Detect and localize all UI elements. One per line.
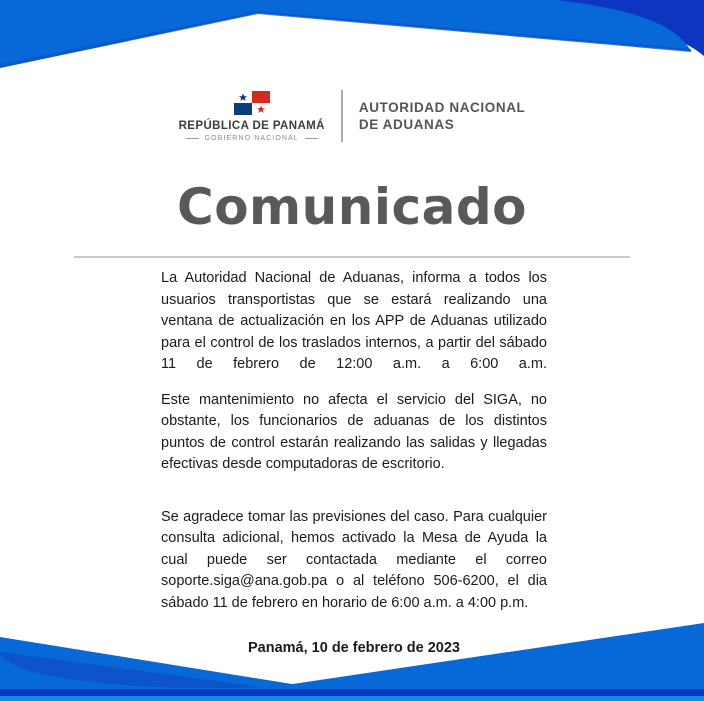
gobierno-nacional-logo (179, 91, 325, 142)
paragraph-contact-info: Se agradece tomar las previsiones del caso. Para cualquier consulta adicional, hemos activado la Mesa de Ayuda la cual puede ser contactada mediante el correo soporte.siga@ana.gob.pa o al teléfono 506-6200, el dia sábado 11 de febrero en horario de 6:00 a.m. a 4:00 p.m. (161, 508, 547, 611)
paragraph-maintenance-window: La Autoridad Nacional de Aduanas, informa a todos los usuarios transportistas que se estará realizando una ventana de actualización en los APP de Aduanas utilizado para el control de los traslados internos, a partir del sábado 11 de febrero de 12:00 a.m. a 6:00 a.m. (161, 270, 547, 372)
paragraph-siga-service: Este mantenimiento no afecta el servicio del SIGA, no obstante, los funcionarios de aduanas de los distintos puntos de control estarán realizando las salidas y llegadas efectivas desde computadoras de escritorio. (161, 391, 547, 472)
gobierno-subtitle-label: GOBIERNO NACIONAL (204, 134, 299, 142)
notice-body (161, 268, 547, 660)
gobierno-subtitle (186, 135, 318, 142)
subtitle-dash (186, 138, 199, 139)
page-title: Comunicado (177, 178, 527, 236)
subtitle-dash (305, 138, 318, 139)
aduanas-title-line1: AUTORIDAD NACIONAL (358, 100, 526, 115)
logo-divider (341, 90, 343, 142)
header-logos (0, 90, 704, 142)
republica-title: REPÚBLICA DE PANAMÁ (178, 119, 325, 132)
aduanas-title-line2: DE ADUANAS (358, 117, 455, 132)
aduanas-logo (359, 99, 526, 133)
title-divider (74, 256, 630, 258)
date-line: Panamá, 10 de febrero de 2023 (248, 640, 460, 656)
bottom-decoration (0, 621, 704, 701)
top-decoration (0, 0, 704, 80)
panama-flag-icon (234, 91, 270, 115)
